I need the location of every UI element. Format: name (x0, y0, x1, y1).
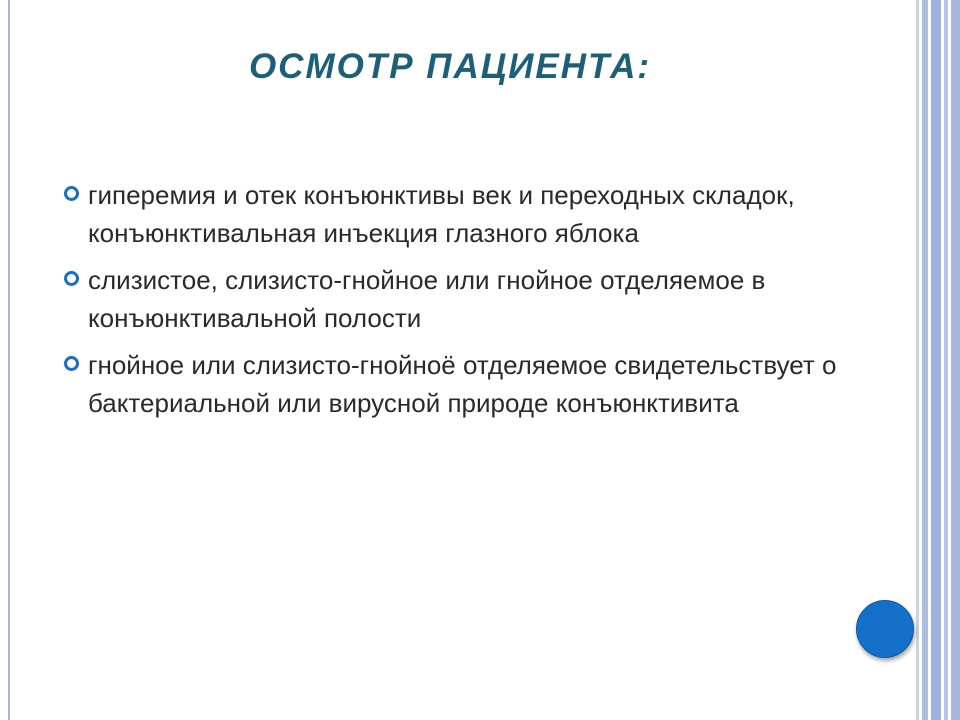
stripe-2 (922, 0, 928, 720)
bullet-text: гнойное или слизисто-гнойноё отделяемое свидетельствует о бактериальной или вирусной природе конъюнктивита (88, 350, 837, 418)
bullet-text: слизистое, слизисто-гнойное или гнойное отделяемое в конъюнктивальной полости (88, 265, 766, 333)
stripe-3 (931, 0, 941, 720)
ring-bullet-icon (64, 271, 79, 286)
bullet-item (62, 346, 842, 422)
right-decorative-stripes (916, 0, 960, 720)
ring-bullet-icon (64, 356, 79, 371)
bullet-text: гиперемия и отек конъюнктивы век и переходных складок, конъюнктивальная инъекция глазного яблока (88, 180, 795, 248)
bullet-list (62, 176, 842, 431)
ring-bullet-icon (64, 186, 79, 201)
left-border-line (8, 0, 10, 720)
bullet-item (62, 261, 842, 337)
stripe-4 (944, 0, 948, 720)
slide-title: ОСМОТР ПАЦИЕНТА: (248, 47, 652, 86)
bullet-item (62, 176, 842, 252)
stripe-1 (916, 0, 919, 720)
blue-circle-button[interactable] (856, 600, 914, 658)
stripe-5 (951, 0, 960, 720)
